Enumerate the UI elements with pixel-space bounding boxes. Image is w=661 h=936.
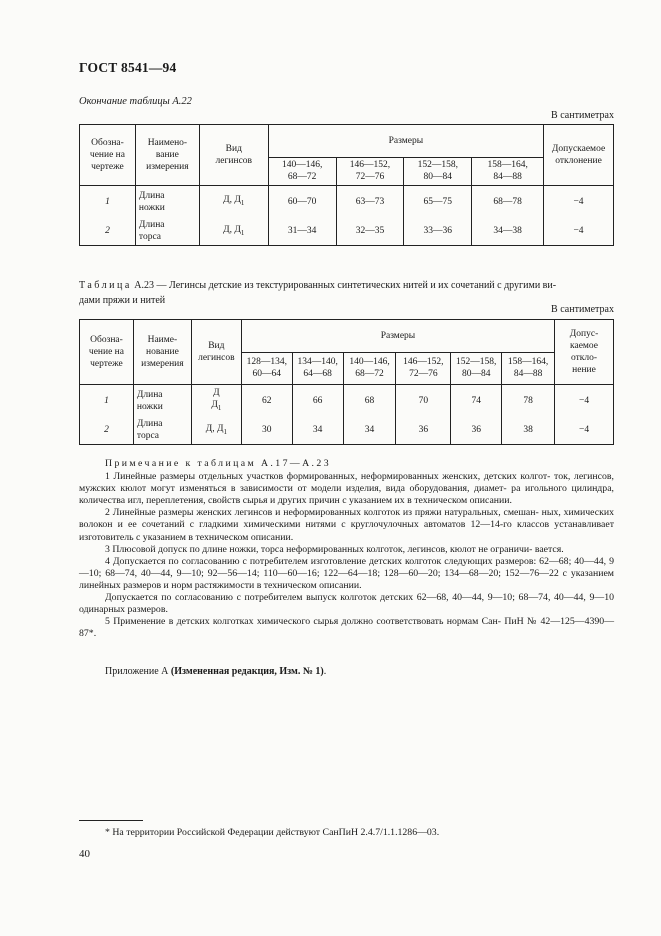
header-name: Наимено- вание измерения [135, 125, 199, 186]
row-value: 36 [396, 417, 451, 445]
row-value: 65—75 [404, 186, 472, 218]
table-row [80, 385, 614, 417]
note-item: 4 Допускается по согласованию с потребителем изготовление детских колготок следующих размеров: 62—68; 40—44, 9—10; 68—74, 40—44, 9—10; 92—56—14; 110—60—16; 122—64—18; 128—60—20; 134—68—20; 152—76—22 с указанием линейных размеров и норм растяжимости в техническом описании. [79, 555, 614, 591]
row-value: 32—35 [336, 218, 404, 246]
header-type: Вид легинсов [199, 125, 268, 186]
row-number: 1 [80, 385, 134, 417]
row-value: 33—36 [404, 218, 472, 246]
note-item: 1 Линейные размеры отдельных участков формированных, неформированных женских, детских колгот- ток, легинсов, мужских кюлот могут изменяться в зависимости от модели изделия, вида оборудования, диамет- ра игольного цилиндра, количества игл, переплетения, свойств сырья и других причин с указанием их в техническом описании. [79, 471, 614, 507]
table-a22-end [79, 124, 614, 246]
size-col: 146—152, 72—76 [336, 157, 404, 185]
row-name: Длина ножки [135, 186, 199, 218]
notes-section [79, 458, 614, 640]
notes-title: Примечание к таблицам А.17—А.23 [105, 458, 331, 469]
note-item: 5 Применение в детских колготках химического сырья должно соответствовать нормам Сан- ПиН № 42—125—4390—87*. [79, 616, 614, 640]
row-value: 60—70 [268, 186, 336, 218]
size-col: 158—164, 84—88 [472, 157, 544, 185]
header-tolerance: Допускаемое отклонение [544, 125, 614, 186]
row-type: Д, $Д_1$ [191, 417, 241, 445]
row-value: 30 [241, 417, 292, 445]
units-label: В сантиметрах [551, 304, 614, 315]
row-value: 66 [292, 385, 343, 417]
row-tolerance: −4 [544, 218, 614, 246]
header-tolerance: Допус- каемое откло- нение [555, 320, 614, 385]
table-continuation-title: Окончание таблицы А.22 [79, 96, 192, 107]
row-value: 74 [451, 385, 502, 417]
row-value: 36 [451, 417, 502, 445]
footnote-divider [79, 820, 143, 821]
header-designation: Обозна- чение на чертеже [80, 320, 134, 385]
row-value: 31—34 [268, 218, 336, 246]
page-header: ГОСТ 8541—94 [79, 60, 177, 75]
row-type: Д, $Д_1$ [199, 186, 268, 218]
row-tolerance: −4 [544, 186, 614, 218]
appendix-note: Приложение А (Измененная редакция, Изм. № 1). [105, 666, 327, 677]
header-name: Наиме- нование измерения [133, 320, 191, 385]
row-value: 38 [502, 417, 555, 445]
row-tolerance: −4 [555, 417, 614, 445]
footnote: * На территории Российской Федерации действуют СанПиН 2.4.7/1.1.1286—03. [105, 827, 440, 838]
size-col: 128—134, 60—64 [241, 352, 292, 385]
table-row [80, 186, 614, 218]
row-number: 2 [80, 417, 134, 445]
row-number: 2 [80, 218, 136, 246]
note-item: Допускается по согласованию с потребителем выпуск колготок детских 62—68, 40—44, 9—10; 68—74, 40—44, 9—10 одинарных размеров. [79, 592, 614, 616]
row-value: 70 [396, 385, 451, 417]
size-col: 140—146, 68—72 [268, 157, 336, 185]
row-type: Д, $Д_1$ [199, 218, 268, 246]
header-sizes: Размеры [241, 320, 554, 353]
header-type: Вид легинсов [191, 320, 241, 385]
table-row [80, 417, 614, 445]
row-value: 68—78 [472, 186, 544, 218]
row-value: 68 [343, 385, 396, 417]
size-col: 152—158, 80—84 [404, 157, 472, 185]
row-value: 34 [292, 417, 343, 445]
page-number: 40 [79, 848, 90, 860]
size-col: 146—152, 72—76 [396, 352, 451, 385]
row-type: Д $Д_1$ [191, 385, 241, 417]
table-row [80, 218, 614, 246]
caption-label: Таблица [79, 280, 132, 291]
header-sizes: Размеры [268, 125, 543, 158]
row-value: 62 [241, 385, 292, 417]
row-name: Длина торса [133, 417, 191, 445]
row-number: 1 [80, 186, 136, 218]
header-designation: Обозна- чение на чертеже [80, 125, 136, 186]
row-value: 78 [502, 385, 555, 417]
size-col: 152—158, 80—84 [451, 352, 502, 385]
size-col: 134—140, 64—68 [292, 352, 343, 385]
units-label: В сантиметрах [551, 110, 614, 121]
note-item: 3 Плюсовой допуск по длине ножки, торса неформированных колготок, легинсов, кюлот не ограничи- вается. [105, 543, 564, 555]
size-col: 140—146, 68—72 [343, 352, 396, 385]
note-item: 2 Линейные размеры женских легинсов и неформированных колготок из пряжи натуральных, смешан- ных, химических волокон и ее сочетаний с гладкими химическими нитями с круглочулочных автоматов 12—14-го классов устанавливает изготовитель с указанием в техническом описании. [79, 507, 614, 543]
row-value: 63—73 [336, 186, 404, 218]
row-tolerance: −4 [555, 385, 614, 417]
table-a23 [79, 319, 614, 445]
table-a23-caption: Таблица А.23 — Легинсы детские из текстурированных синтетических нитей и их сочетаний с другими ви- дами пряжи и нитей [79, 280, 557, 306]
row-name: Длина ножки [133, 385, 191, 417]
row-value: 34 [343, 417, 396, 445]
row-name: Длина торса [135, 218, 199, 246]
row-value: 34—38 [472, 218, 544, 246]
size-col: 158—164, 84—88 [502, 352, 555, 385]
